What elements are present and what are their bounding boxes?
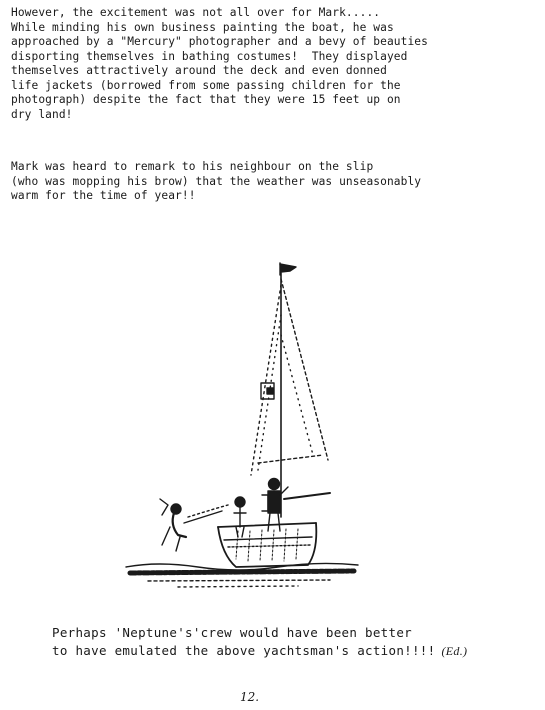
caption-text: Perhaps 'Neptune's'crew would have been better to have emulated the above yachtsman's action!!!!: [52, 625, 436, 658]
illustration-caption: [52, 624, 467, 660]
sailboat-illustration-icon: [118, 255, 448, 590]
story-paragraph-1: However, the excitement was not all over for Mark..... While minding his own business painting the boat, he was approached by a "Mercury" photographer and a bevy of beauties disporting themselves in bathing costumes! They displayed themselves attractively around the deck and even donned life jackets (borrowed from some passing children for the photograph) despite the fact that they were 15 feet up on dry land!: [11, 6, 428, 121]
page-number: 12.: [240, 690, 260, 704]
story-paragraph-2: Mark was heard to remark to his neighbour on the slip (who was mopping his brow) that the weather was unseasonably warm for the time of year!!: [11, 160, 422, 202]
editor-note: (Ed.): [441, 644, 468, 658]
